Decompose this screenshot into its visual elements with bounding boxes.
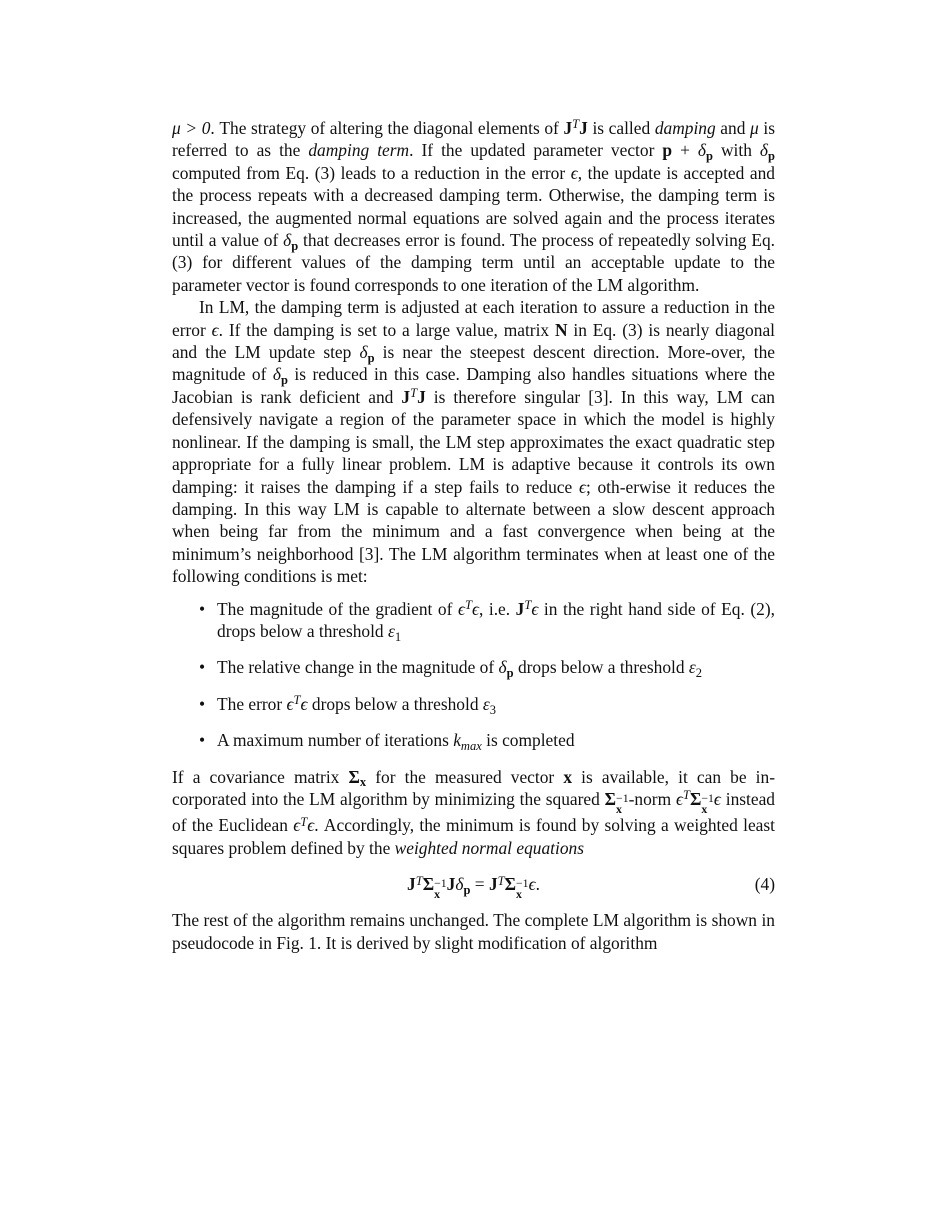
math-symbol: δ [697, 140, 706, 161]
math-bold-symbol: Σ [604, 788, 617, 809]
math-symbol: ϵ [471, 598, 479, 619]
math-symbol: ε [482, 693, 490, 714]
math-symbol: δ [272, 364, 281, 385]
math-symbol: ϵ [286, 693, 294, 714]
sup-sub-stack [434, 876, 447, 902]
text-run: drops below a threshold [307, 693, 483, 714]
superscript: T [572, 117, 580, 132]
text-run: computed from Eq. (3) leads to a reduction in the error [172, 162, 571, 183]
list-item [172, 729, 775, 751]
emphasis-text: damping term [308, 140, 410, 161]
text-run: + [672, 140, 698, 161]
text-run: is reduced in this case. Damping also handles situations where the Jacobian is rank deficient and [172, 364, 776, 407]
text-run: for the measured vector [366, 766, 564, 787]
math-symbol: ϵ [528, 874, 536, 895]
text-run: that decreases error is found. The process of repeatedly solving Eq. (3) for different values of the damping term until an acceptable update to the parameter vector is found corresponds to one iteration of the LM algorithm. [172, 230, 775, 295]
text-run: The relative change in the magnitude of [217, 657, 499, 678]
subscript-bold: p [291, 238, 299, 253]
math-symbol: ϵ [713, 788, 721, 809]
subscript-bold: p [768, 149, 775, 164]
math-symbol: μ > 0 [172, 118, 211, 138]
math-symbol: δ [498, 657, 507, 678]
text-run: with [712, 140, 760, 161]
superscript: T [415, 873, 423, 888]
math-bold-symbol: Σ [689, 788, 702, 809]
math-bold-symbol: J [488, 874, 498, 895]
paragraph [172, 766, 775, 860]
text-run: A maximum number of iterations [217, 730, 454, 751]
math-bold-symbol: J [579, 118, 588, 138]
text-run: and [715, 118, 751, 138]
subscript-bold: p [463, 883, 471, 897]
text-run: ; oth-erwise it reduces the damping. In this way LM is capable to alternate between a slow descent approach when being far from the minimum and a fast convergence when being at the minimum’s neighborhood [3]. The LM algorithm terminates when at least one of the following conditions is met: [172, 476, 776, 587]
math-symbol: δ [455, 874, 464, 895]
superscript: T [464, 597, 472, 612]
stack-superscript: −1 [701, 791, 714, 806]
text-run: The magnitude of the gradient of [217, 598, 458, 619]
text-run: The error [217, 693, 287, 714]
text-run: in the right hand side of Eq. (2), drops below a threshold [217, 598, 775, 641]
math-symbol: ϵ [307, 815, 315, 836]
math-symbol: ε [387, 620, 395, 641]
subscript-bold: x [359, 775, 367, 790]
text-run: , the update is accepted and the process repeats with a decreased damping term. Otherwise, the damping term is increased, the augmented normal equations are solved again and the process iterates until a value of [172, 162, 775, 251]
superscript: T [682, 788, 690, 803]
text-run: -norm [628, 788, 676, 809]
math-symbol: ϵ [211, 319, 219, 340]
math-bold-symbol: N [554, 319, 568, 340]
emphasis-text: weighted normal equations [394, 837, 584, 858]
subscript-bold: p [367, 350, 375, 365]
subscript: 2 [695, 666, 703, 681]
list-item [172, 693, 775, 715]
math-symbol: ϵ [578, 476, 586, 497]
math-symbol: ϵ [300, 693, 308, 714]
text-run: is available, it can be in-corporated into the LM algorithm by minimizing the squared [172, 766, 776, 809]
text-run: = [470, 874, 489, 895]
subscript-italic: max [460, 738, 482, 753]
stack-superscript: −1 [516, 876, 529, 891]
stack-subscript: x [434, 887, 440, 902]
paragraph [172, 909, 775, 954]
math-bold-symbol: J [563, 118, 573, 138]
math-symbol: k [453, 730, 461, 751]
text-run: is called [587, 118, 655, 138]
subscript-bold: p [280, 373, 288, 388]
math-symbol: ϵ [675, 788, 683, 809]
text-run: instead of the Euclidean [172, 788, 776, 836]
math-symbol: δ [359, 342, 368, 363]
text-run: . The strategy of altering the diagonal elements of [210, 118, 564, 138]
subscript: 3 [489, 702, 496, 717]
math-symbol: δ [283, 230, 292, 251]
subscript-bold: p [506, 666, 514, 681]
math-bold-symbol: J [446, 874, 456, 895]
math-bold-symbol: Σ [504, 874, 516, 895]
termination-conditions-list [172, 598, 775, 752]
text-run: If a covariance matrix [172, 766, 349, 787]
math-symbol: ϵ [457, 598, 465, 619]
list-item [172, 656, 775, 681]
sup-sub-stack [701, 793, 714, 814]
math-bold-symbol: J [401, 386, 411, 407]
stack-subscript: x [701, 801, 708, 816]
text-run: The rest of the algorithm remains unchanged. The complete LM algorithm is shown in pseudocode in Fig. 1. It is derived by slight modification of algorithm [172, 910, 775, 953]
superscript: T [410, 386, 418, 401]
text-run: . If the updated parameter vector [409, 140, 663, 161]
subscript: 1 [394, 629, 402, 644]
text-run: is referred to as the [172, 118, 776, 161]
superscript: T [293, 693, 301, 708]
sup-sub-stack [516, 876, 529, 902]
sup-sub-stack [616, 793, 629, 814]
paragraph [172, 117, 775, 296]
math-bold-symbol: Σ [348, 766, 360, 787]
math-bold-symbol: J [407, 874, 416, 895]
math-symbol: μ [750, 118, 759, 138]
text-run: . Accordingly, the minimum is found by solving a weighted least squares problem defined by the [172, 815, 775, 858]
text-run: . If the damping is set to a large value, matrix [218, 319, 555, 340]
superscript: T [300, 814, 308, 829]
math-bold-symbol: x [563, 766, 573, 787]
text-run: is completed [481, 730, 575, 751]
math-symbol: ϵ [531, 598, 539, 619]
stack-subscript: x [616, 801, 622, 816]
emphasis-text: damping [654, 118, 716, 138]
text-run: is near the steepest descent direction. More-over, the magnitude of [172, 342, 775, 385]
document-page [172, 117, 775, 954]
math-symbol: δ [759, 140, 769, 161]
math-symbol: ϵ [293, 815, 301, 836]
equation-body [407, 873, 540, 902]
list-item [172, 598, 775, 643]
superscript: T [524, 597, 532, 612]
math-bold-symbol: p [662, 140, 673, 161]
text-run: , i.e. [478, 598, 516, 619]
text-run: drops below a threshold [513, 657, 689, 678]
text-run: in Eq. (3) is nearly diagonal and the LM update step [172, 319, 775, 363]
stack-superscript: −1 [434, 876, 447, 891]
math-bold-symbol: J [515, 598, 525, 619]
equation-number: (4) [754, 874, 775, 895]
math-symbol: ϵ [570, 162, 578, 183]
math-bold-symbol: J [417, 386, 426, 407]
paragraph [172, 296, 775, 587]
superscript: T [497, 873, 505, 888]
math-symbol: ε [688, 657, 696, 678]
text-run: is therefore singular [3]. In this way, LM can defensively navigate a region of the parameter space in which the model is highly nonlinear. If the damping is small, the LM step approximates the exact quadratic step appropriate for a fully linear problem. LM is adaptive because it controls its own damping: it raises the damping if a step fails to reduce [172, 386, 776, 497]
subscript-bold: p [706, 149, 713, 164]
math-bold-symbol: Σ [422, 874, 435, 895]
stack-subscript: x [516, 887, 522, 902]
text-run: In LM, the damping term is adjusted at each iteration to assure a reduction in the error [172, 297, 775, 340]
stack-superscript: −1 [616, 791, 629, 806]
display-equation [172, 871, 775, 902]
text-run: . [535, 874, 540, 895]
